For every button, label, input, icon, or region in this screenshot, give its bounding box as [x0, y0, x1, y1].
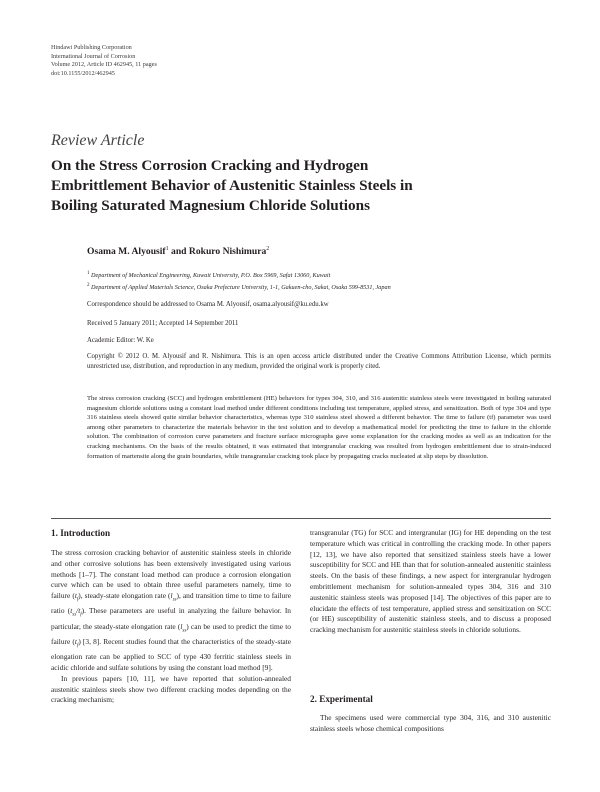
intro-paragraph-3: transgranular (TG) for SCC and intergranular (IG) for HE depending on the test temperature which was critical in controlling the cracking mode. In other papers [12, 13], we have also reported that sensitized stainless steels have a lower susceptibility for SCC and HE than that for solution-annealed austenitic stainless steels. On the basis of these findings, a new aspect for intergranular hydrogen embrittlement mechanism for solution-annealed types 304, 316 and 310 austenitic stainless steels was proposed [14]. The objectives of this paper are to elucidate the effects of test temperature, applied stress and sensitization on SCC (or HE) susceptibility of austenitic stainless steels, and to discuss a proposed cracking mechanism for austenitic stainless steels in chloride solutions.: [310, 528, 551, 635]
author-conjunction: and: [168, 246, 189, 258]
text-run: ). These parameters are useful in analyzing the failure behavior. In particular, the steady-state elongation rate (: [51, 606, 291, 631]
correspondence-line: Correspondence should be addressed to Osama M. Alyousif, osama.alyousif@ku.edu.kw: [87, 301, 329, 308]
intro-paragraph-1: [51, 548, 291, 674]
math-symbol: t: [74, 636, 77, 646]
affiliation-number: 1: [87, 271, 90, 276]
author-name[interactable]: Osama M. Alyousif: [87, 246, 166, 258]
author-affiliation-mark: 2: [266, 246, 270, 252]
title-line: Embrittlement Behavior of Austenitic Stainless Steels in: [51, 177, 413, 194]
intro-paragraph-2: In previous papers [10, 11], we have reported that solution-annealed austenitic stainless steels show two different cracking modes depending on the cracking mechanism;: [51, 673, 291, 705]
journal-header: [51, 44, 157, 78]
affiliation-item: [87, 269, 391, 281]
math-subscript: ss: [172, 597, 177, 603]
text-run: The stress corrosion cracking behavior of austenitic stainless steels in chloride and other corrosive solutions has been extensively investigated using various methods [1–7]. The constant load method can produce a corrosion elongation curve which can be used to obtain three useful parameters namely, time to failure (: [51, 548, 291, 601]
affiliations: [87, 269, 391, 292]
paper-title: [51, 156, 551, 216]
experimental-column: [310, 713, 551, 735]
math-symbol: t: [70, 606, 73, 616]
abstract: The stress corrosion cracking (SCC) and hydrogen embrittlement (HE) behaviors for types 304, 310, and 316 austenitic stainless steels were investigated in boiling saturated magnesium chloride solutions using a constant load method under different conditions including test temperature, applied stress, and sensitization. Both of type 304 and type 316 stainless steels showed quite similar behavior characteristics, whereas type 310 stainless steel showed a different behavior. The time to failure (tf) parameter was used among other parameters to characterize the materials behavior in the test solution and to develop a mathematical model for predicting the time to failure in the chloride solution. The combination of corrosion curve parameters and fracture surface micrographs gave some explanation for the cracking modes as well as an indication for the cracking mechanisms. On the basis of the results obtained, it was estimated that intergranular cracking was resulted from hydrogen embrittlement due to strain-induced formation of martensite along the grain boundaries, while transgranular cracking took place by propagating cracks nucleated at slip steps by dissolution.: [87, 395, 551, 460]
title-line: On the Stress Corrosion Cracking and Hydrogen: [51, 157, 369, 174]
author-list: [87, 246, 269, 257]
copyright-notice: Copyright © 2012 O. M. Alyousif and R. Nishimura. This is an open access article distributed under the Creative Commons Attribution License, which permits unrestricted use, distribution, and reproduction in any medium, provided the original work is properly cited.: [87, 353, 551, 370]
affiliation-number: 2: [87, 282, 90, 288]
section-divider: [51, 518, 551, 519]
math-symbol: /t: [76, 606, 81, 616]
text-run: ) can be used to predict the time to failure (: [51, 621, 291, 646]
affiliation-text: Department of Applied Materials Science, Osaka Prefecture University, 1-1, Gakuen-cho, Sakai, Osaka 599-8531, Japan: [91, 283, 391, 291]
title-line: Boiling Saturated Magnesium Chloride Solutions: [51, 197, 370, 214]
left-column: [51, 548, 291, 706]
publisher-name: Hindawi Publishing Corporation: [51, 44, 132, 51]
volume-info: Volume 2012, Article ID 462945, 11 pages: [51, 61, 157, 69]
article-type: Review Article: [51, 132, 145, 149]
text-run: ), steady-state elongation rate (: [78, 591, 171, 601]
text-run: ), and transition time to time to failure ratio (: [51, 591, 291, 616]
author-affiliation-mark: 1: [165, 246, 169, 252]
affiliation-text: Department of Mechanical Engineering, Kuwait University, P.O. Box 5969, Safat 13060, Kuwait: [91, 272, 331, 280]
math-symbol: t: [74, 591, 77, 601]
math-subscript: ss: [182, 628, 187, 634]
doi-link[interactable]: doi:10.1155/2012/462945: [51, 69, 115, 77]
experimental-paragraph-1: The specimens used were commercial type 304, 316, and 310 austenitic stainless steels whose chemical compositions: [310, 713, 551, 733]
section-heading-experimental: 2. Experimental: [310, 694, 373, 704]
author-name[interactable]: Rokuro Nishimura: [188, 246, 267, 258]
section-heading-introduction: 1. Introduction: [51, 528, 111, 538]
right-column: [310, 528, 551, 636]
affiliation-item: [87, 281, 391, 293]
math-ratio: [70, 606, 82, 618]
academic-editor: Academic Editor: W. Ke: [87, 337, 154, 344]
received-dates: Received 5 January 2011; Accepted 14 September 2011: [87, 320, 239, 327]
text-run: ) [3, 8]. Recent studies found that the characteristics of the steady-state elongation rate can be applied to SCC of type 430 ferritic stainless steels in acidic chloride and sulfate solutions by using the constant load method [9].: [51, 636, 291, 673]
math-subscript: f: [76, 643, 79, 649]
math-subscript: ss: [72, 612, 77, 618]
math-subscript: f: [76, 597, 79, 603]
math-subscript: f: [80, 612, 82, 618]
math-symbol: l: [170, 591, 173, 601]
journal-name: International Journal of Corrosion: [51, 52, 136, 60]
math-symbol: l: [180, 621, 183, 631]
